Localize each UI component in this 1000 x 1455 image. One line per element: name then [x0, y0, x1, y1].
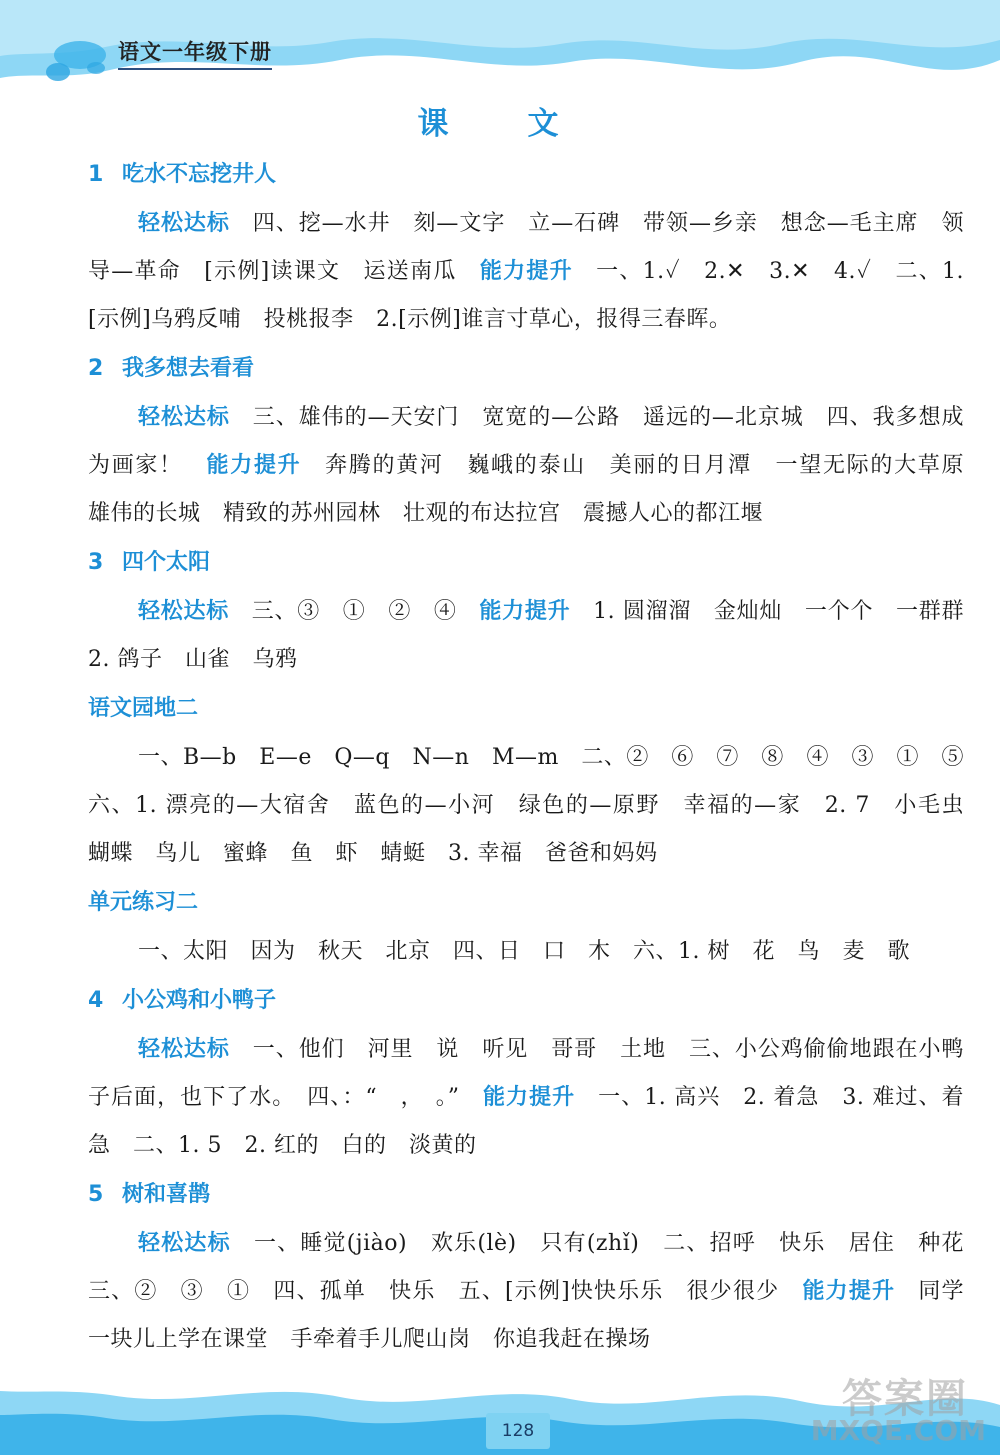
book-title: 语文一年级下册 [118, 36, 272, 70]
answer-level-label: 能力提升 [479, 259, 573, 284]
answer-text: 同学 一块儿上学在课堂 手牵着手儿爬山岗 你追我赶在操场 [88, 1279, 987, 1352]
answer-level-label: 能力提升 [479, 599, 571, 624]
answer-text: 1. 圆溜溜 金灿灿 一个个 一群群 2. 鸽子 山雀 乌鸦 [88, 599, 987, 672]
answer-level-label: 轻松达标 [138, 1231, 231, 1256]
section-title: 小公鸡和小鸭子 [122, 988, 277, 1013]
section-heading [88, 150, 964, 200]
answer-text: 三、雄伟的—天安门 宽宽的—公路 遥远的—北京城 四、我多想成为画家！ [88, 405, 964, 478]
answer-content [88, 150, 987, 1364]
section-title: 四个太阳 [122, 550, 211, 575]
answer-text: 一、B—b E—e Q—q N—n M—m 二、② ⑥ ⑦ ⑧ ④ ③ ① ⑤ 六、1. 漂亮的—大宿舍 蓝色的—小河 绿色的—原野 幸福的—家 2. 7 小毛虫 蝴蝶 鸟儿 蜜蜂 鱼 虾 蜻蜓 3. 幸福 爸爸和妈妈 [88, 745, 987, 866]
answer-text: 四、挖—水井 刻—文字 立—石碑 带领—乡亲 想念—毛主席 领导—革命 [示例]读课文 运送南瓜 [88, 211, 964, 284]
section-number: 5 [88, 1182, 104, 1207]
answer-level-label: 轻松达标 [138, 1037, 230, 1062]
answer-paragraph [88, 1220, 987, 1364]
section-number: 2 [88, 356, 104, 381]
section-title: 语文园地二 [88, 696, 199, 721]
section-title: 树和喜鹊 [122, 1182, 211, 1207]
section-heading [88, 878, 964, 928]
answer-text: 一、他们 河里 说 听见 哥哥 土地 三、小公鸡偷偷地跟在小鸭子后面，也下了水。 四、：“ ， 。” [88, 1037, 964, 1110]
answer-level-label: 能力提升 [483, 1085, 576, 1110]
section-number: 1 [88, 162, 104, 187]
answer-text: 一、太阳 因为 秋天 北京 四、日 口 木 六、1. 树 花 鸟 麦 歌 [138, 939, 910, 964]
section-number: 4 [88, 988, 104, 1013]
answer-level-label: 能力提升 [206, 453, 302, 478]
watermark-line2: MXQE.COM [810, 1414, 986, 1447]
answer-paragraph [88, 588, 987, 684]
page-number: 128 [486, 1413, 550, 1449]
section-heading [88, 1170, 964, 1220]
answer-level-label: 轻松达标 [138, 599, 230, 624]
section-title: 单元练习二 [88, 890, 199, 915]
section-heading [88, 538, 964, 588]
section-heading [88, 684, 964, 734]
answer-text: 一、睡觉(jiào) 欢乐(lè) 只有(zhǐ) 二、招呼 快乐 居住 种花 三、② ③ ① 四、孤单 快乐 五、[示例]快快乐乐 很少很少 [88, 1231, 987, 1304]
answer-text: 一、1. 高兴 2. 着急 3. 难过、着急 二、1. 5 2. 红的 白的 淡黄的 [88, 1085, 964, 1158]
section-title: 我多想去看看 [122, 356, 255, 381]
answer-level-label: 能力提升 [802, 1279, 896, 1304]
section-heading [88, 344, 964, 394]
watermark-line1: 答案圈 [842, 1376, 968, 1422]
answer-level-label: 轻松达标 [138, 211, 230, 236]
site-watermark [810, 1367, 986, 1447]
answer-paragraph [88, 200, 964, 344]
page-title: 课 文 [417, 106, 583, 142]
answer-text: 一、1.✓ 2.✕ 3.✕ 4.✓ 二、1.[示例]乌鸦反哺 投桃报李 2.[示例]谁言寸草心，报得三春晖。 [88, 259, 964, 332]
answer-text: 三、③ ① ② ④ [229, 599, 480, 624]
answer-paragraph [88, 394, 987, 538]
answer-text: 奔腾的黄河 巍峨的泰山 美丽的日月潭 一望无际的大草原 雄伟的长城 精致的苏州园林 壮观的布达拉宫 震撼人心的都江堰 [88, 453, 987, 526]
answer-paragraph [88, 928, 964, 976]
answer-paragraph [88, 1026, 964, 1170]
section-number: 3 [88, 550, 104, 575]
answer-level-label: 轻松达标 [138, 405, 230, 430]
answer-paragraph [88, 734, 987, 878]
section-heading [88, 976, 964, 1026]
section-title: 吃水不忘挖井人 [122, 162, 277, 187]
